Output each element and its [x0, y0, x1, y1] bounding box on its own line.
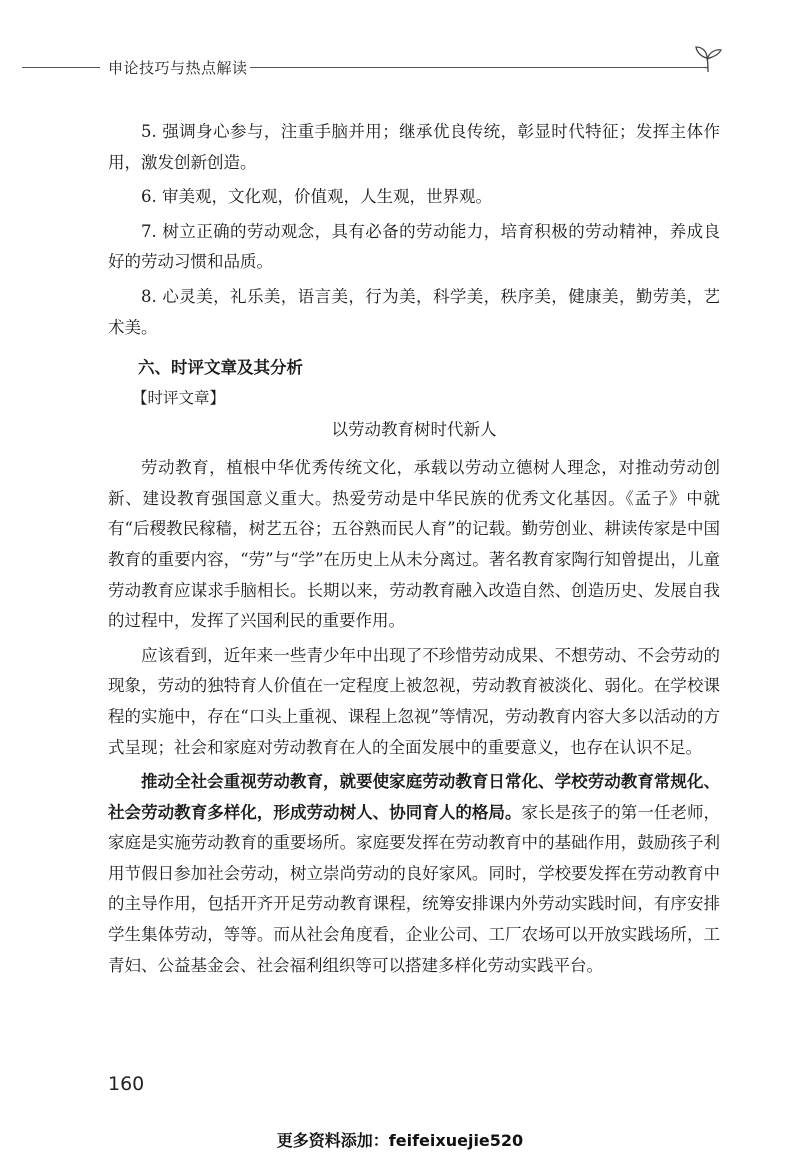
running-header [0, 52, 800, 82]
list-item: 8. 心灵美，礼乐美，语言美，行为美，科学美，秩序美，健康美，勤劳美，艺术美。 [108, 286, 720, 337]
paragraph-lead-bold: 推动全社会重视劳动教育，就要使家庭劳动教育日常化、学校劳动教育常规化、社会劳动教育多样化，形成劳动树人、协同育人的格局。 [108, 772, 720, 822]
section-tag: 【时评文章】 [132, 389, 226, 408]
list-item: 7. 树立正确的劳动观念，具有必备的劳动能力，培育积极的劳动精神，养成良好的劳动习惯和品质。 [108, 221, 720, 272]
header-rule-left [22, 67, 100, 68]
page-number: 160 [108, 1073, 145, 1095]
article-title: 以劳动教育树时代新人 [331, 420, 497, 440]
footer-note: 更多资料添加：feifeixuejie520 [276, 1131, 524, 1150]
section-heading: 六、时评文章及其分析 [138, 358, 303, 378]
header-title: 申论技巧与热点解读 [108, 59, 248, 77]
header-rule-right [250, 67, 705, 68]
article-paragraph [108, 767, 720, 981]
page-body [108, 117, 720, 985]
article-paragraph: 劳动教育，植根中华优秀传统文化，承载以劳动立德树人理念，对推动劳动创新、建设教育强国意义重大。热爱劳动是中华民族的优秀文化基因。《孟子》中就有“后稷教民稼穑，树艺五谷；五谷熟而民人育”的记载。勤劳创业、耕读传家是中国教育的重要内容，“劳”与“学”在历史上从未分离过。著名教育家陶行知曾提出，儿童劳动教育应谋求手脑相长。长期以来，劳动教育融入改造自然、创造历史、发展自我的过程中，发挥了兴国利民的重要作用。 [108, 458, 720, 631]
paragraph-text: 家长是孩子的第一任老师，家庭是实施劳动教育的重要场所。家庭要发挥在劳动教育中的基础作用，鼓励孩子利用节假日参加社会劳动，树立崇尚劳动的良好家风。同时，学校要发挥在劳动教育中的主导作用，包括开齐开足劳动教育课程，统筹安排课内外劳动实践时间，有序安排学生集体劳动，等等。而从社会角度看，企业公司、工厂农场可以开放实践场所，工青妇、公益基金会、社会福利组织等可以搭建多样化劳动实践平台。 [108, 802, 721, 975]
list-item: 6. 审美观，文化观，价值观，人生观，世界观。 [141, 187, 492, 207]
list-item: 5. 强调身心参与，注重手脑并用；继承优良传统，彰显时代特征；发挥主体作用，激发创新创造。 [108, 122, 720, 172]
sprout-icon [692, 44, 724, 74]
article-paragraph: 应该看到，近年来一些青少年中出现了不珍惜劳动成果、不想劳动、不会劳动的现象，劳动的独特育人价值在一定程度上被忽视，劳动教育被淡化、弱化。在学校课程的实施中，存在“口头上重视、课程上忽视”等情况，劳动教育内容大多以活动的方式呈现；社会和家庭对劳动教育在人的全面发展中的重要意义，也存在认识不足。 [108, 645, 720, 757]
